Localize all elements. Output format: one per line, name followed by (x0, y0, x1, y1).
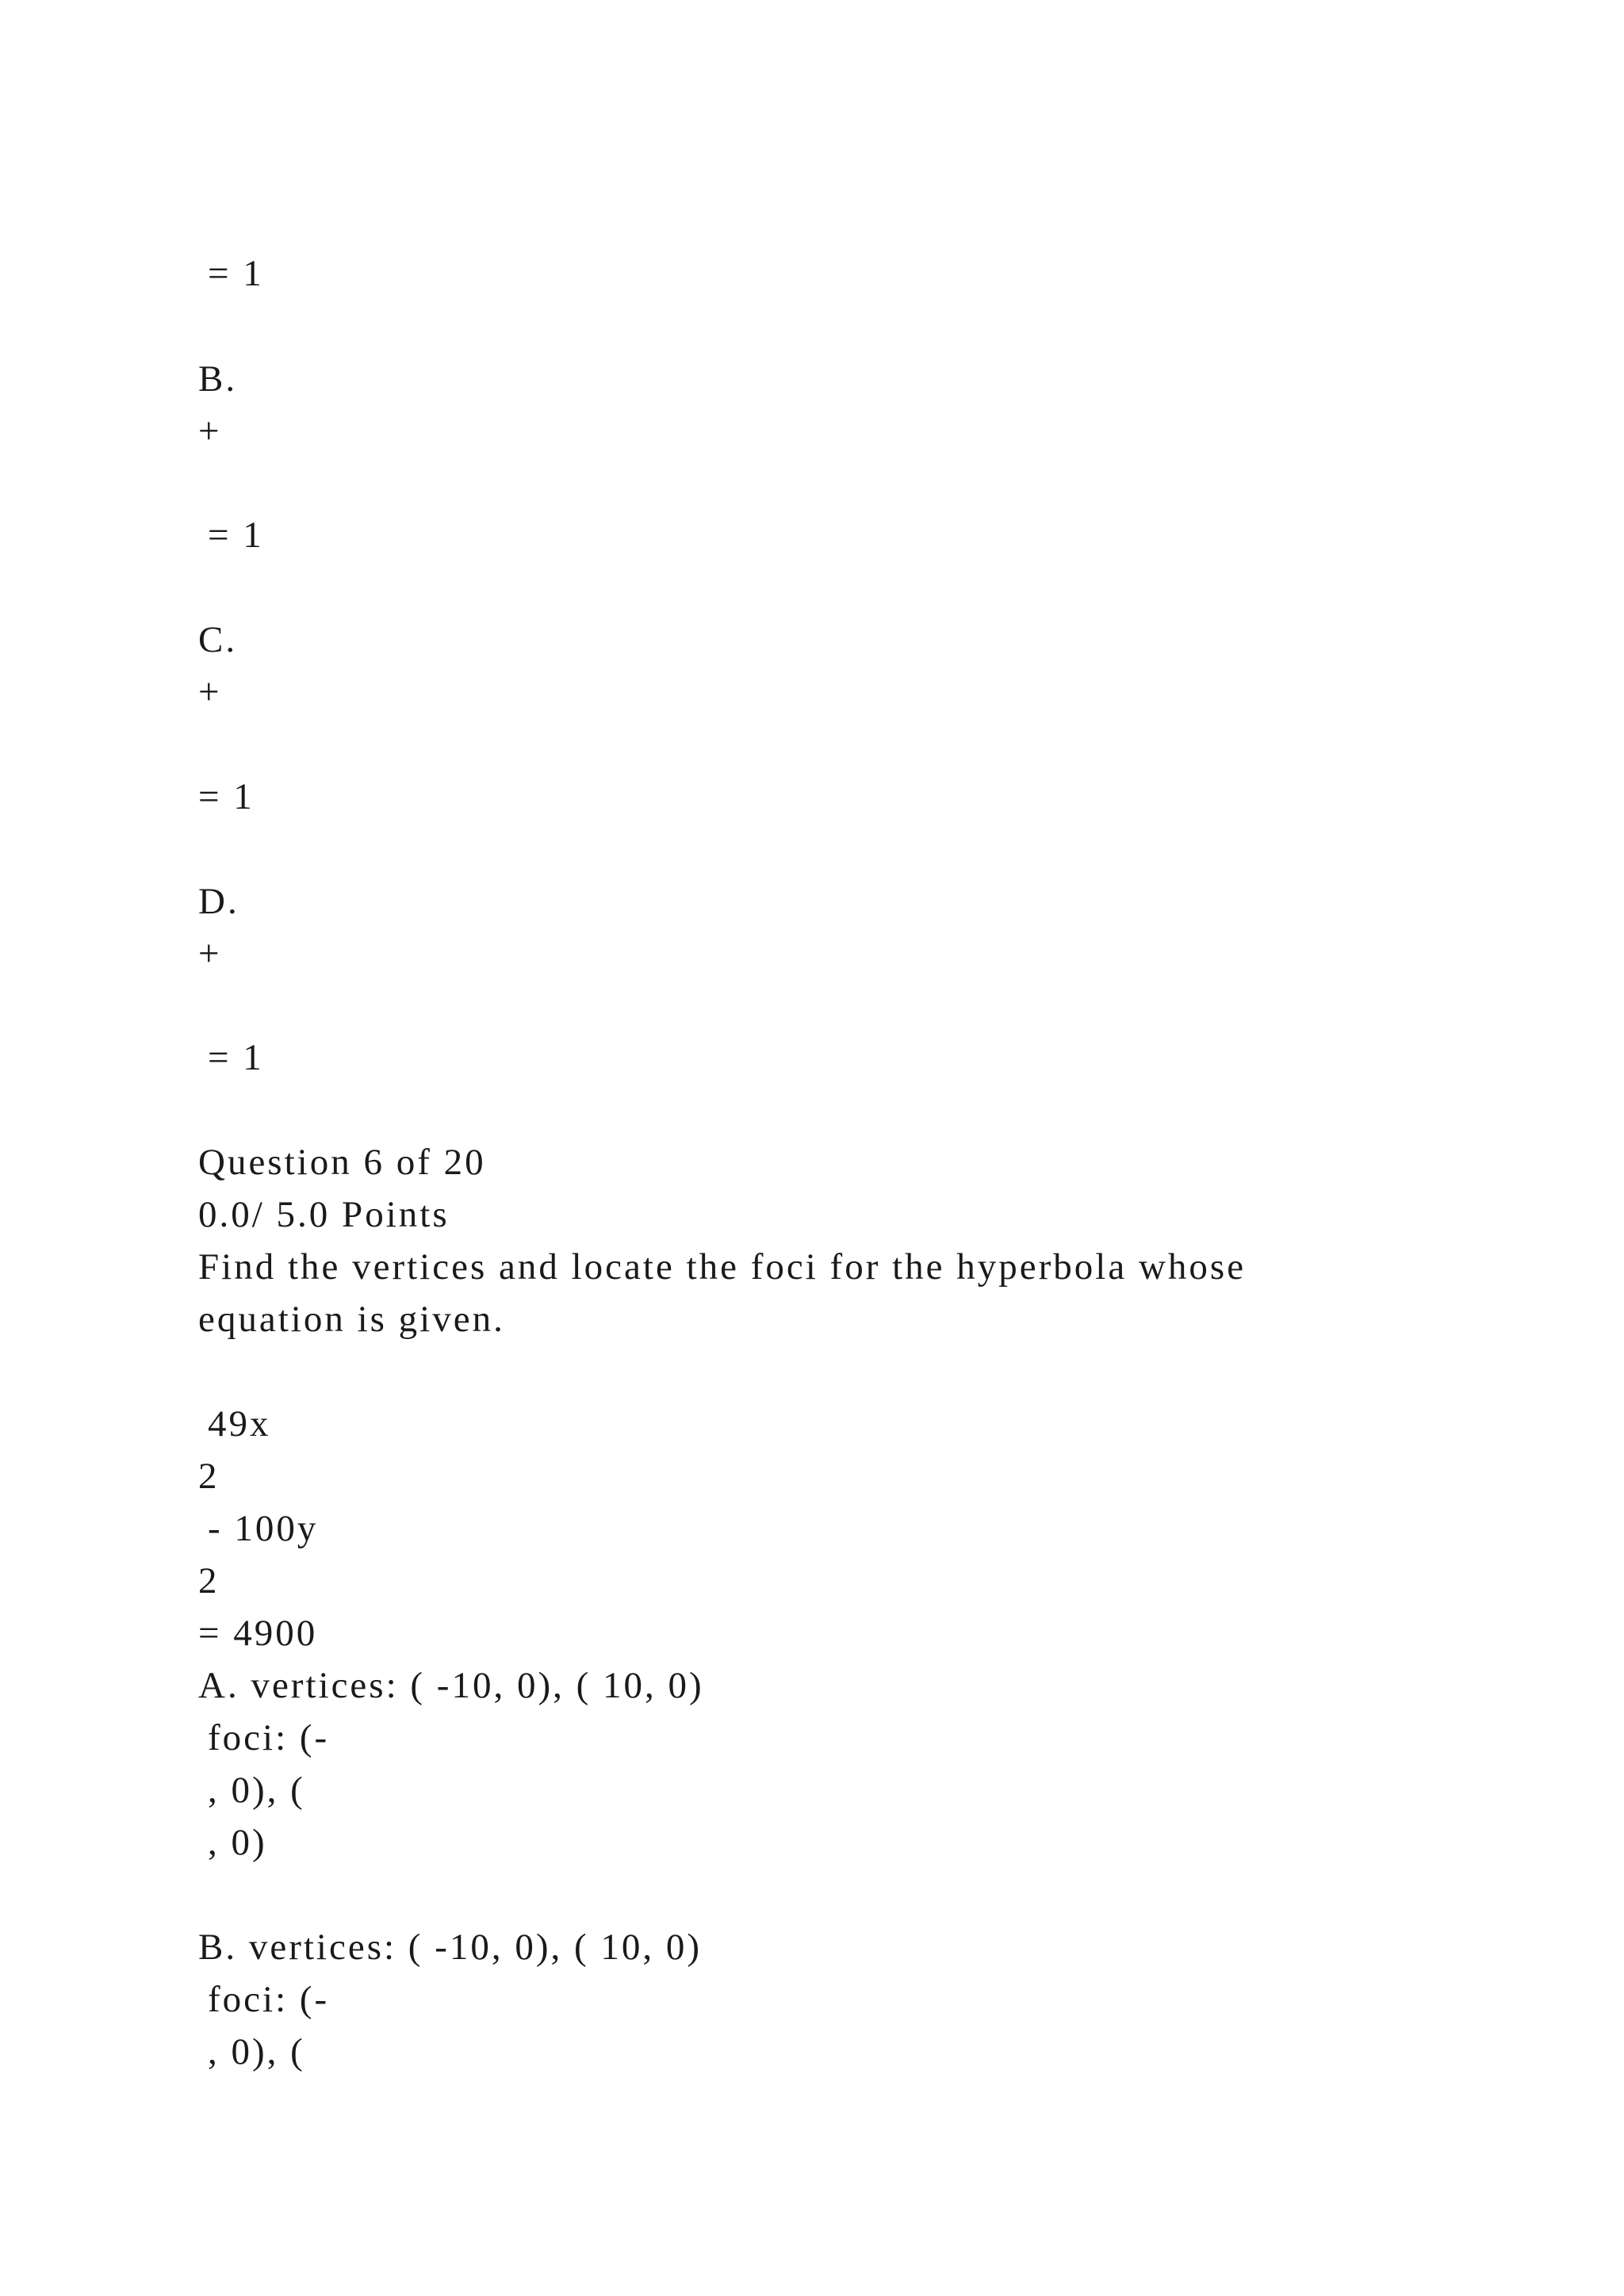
equation-term-49x: 49x (208, 1403, 271, 1445)
equation-exponent-y: 2 (198, 1560, 220, 1601)
answer-b-foci: foci: (- (208, 1979, 330, 2020)
answer-a-vertices[interactable]: A. vertices: ( -10, 0), ( 10, 0) (198, 1665, 704, 1706)
question-number: Question 6 of 20 (198, 1142, 486, 1183)
question-prompt-line2: equation is given. (198, 1299, 505, 1340)
option-c-label[interactable]: C. (198, 619, 238, 660)
option-c-equals: = 1 (198, 776, 255, 817)
answer-a-foci-end: , 0) (208, 1822, 267, 1863)
option-b-plus: + (198, 411, 222, 452)
option-d-label[interactable]: D. (198, 881, 239, 922)
answer-b-vertices[interactable]: B. vertices: ( -10, 0), ( 10, 0) (198, 1927, 703, 1968)
option-b-label[interactable]: B. (198, 358, 238, 400)
option-d-plus: + (198, 933, 222, 974)
equation-exponent-x: 2 (198, 1456, 220, 1497)
option-a-equals: = 1 (208, 253, 264, 294)
equation-rhs: = 4900 (198, 1613, 318, 1654)
answer-b-foci-mid: , 0), ( (208, 2031, 305, 2072)
answer-a-foci: foci: (- (208, 1717, 330, 1758)
equation-term-100y: - 100y (208, 1508, 319, 1549)
question-points: 0.0/ 5.0 Points (198, 1194, 450, 1235)
option-b-equals: = 1 (208, 515, 264, 556)
question-prompt-line1: Find the vertices and locate the foci for the hyperbola whose (198, 1246, 1247, 1288)
option-c-plus: + (198, 672, 222, 713)
answer-a-foci-mid: , 0), ( (208, 1770, 305, 1811)
option-d-equals: = 1 (208, 1037, 264, 1078)
